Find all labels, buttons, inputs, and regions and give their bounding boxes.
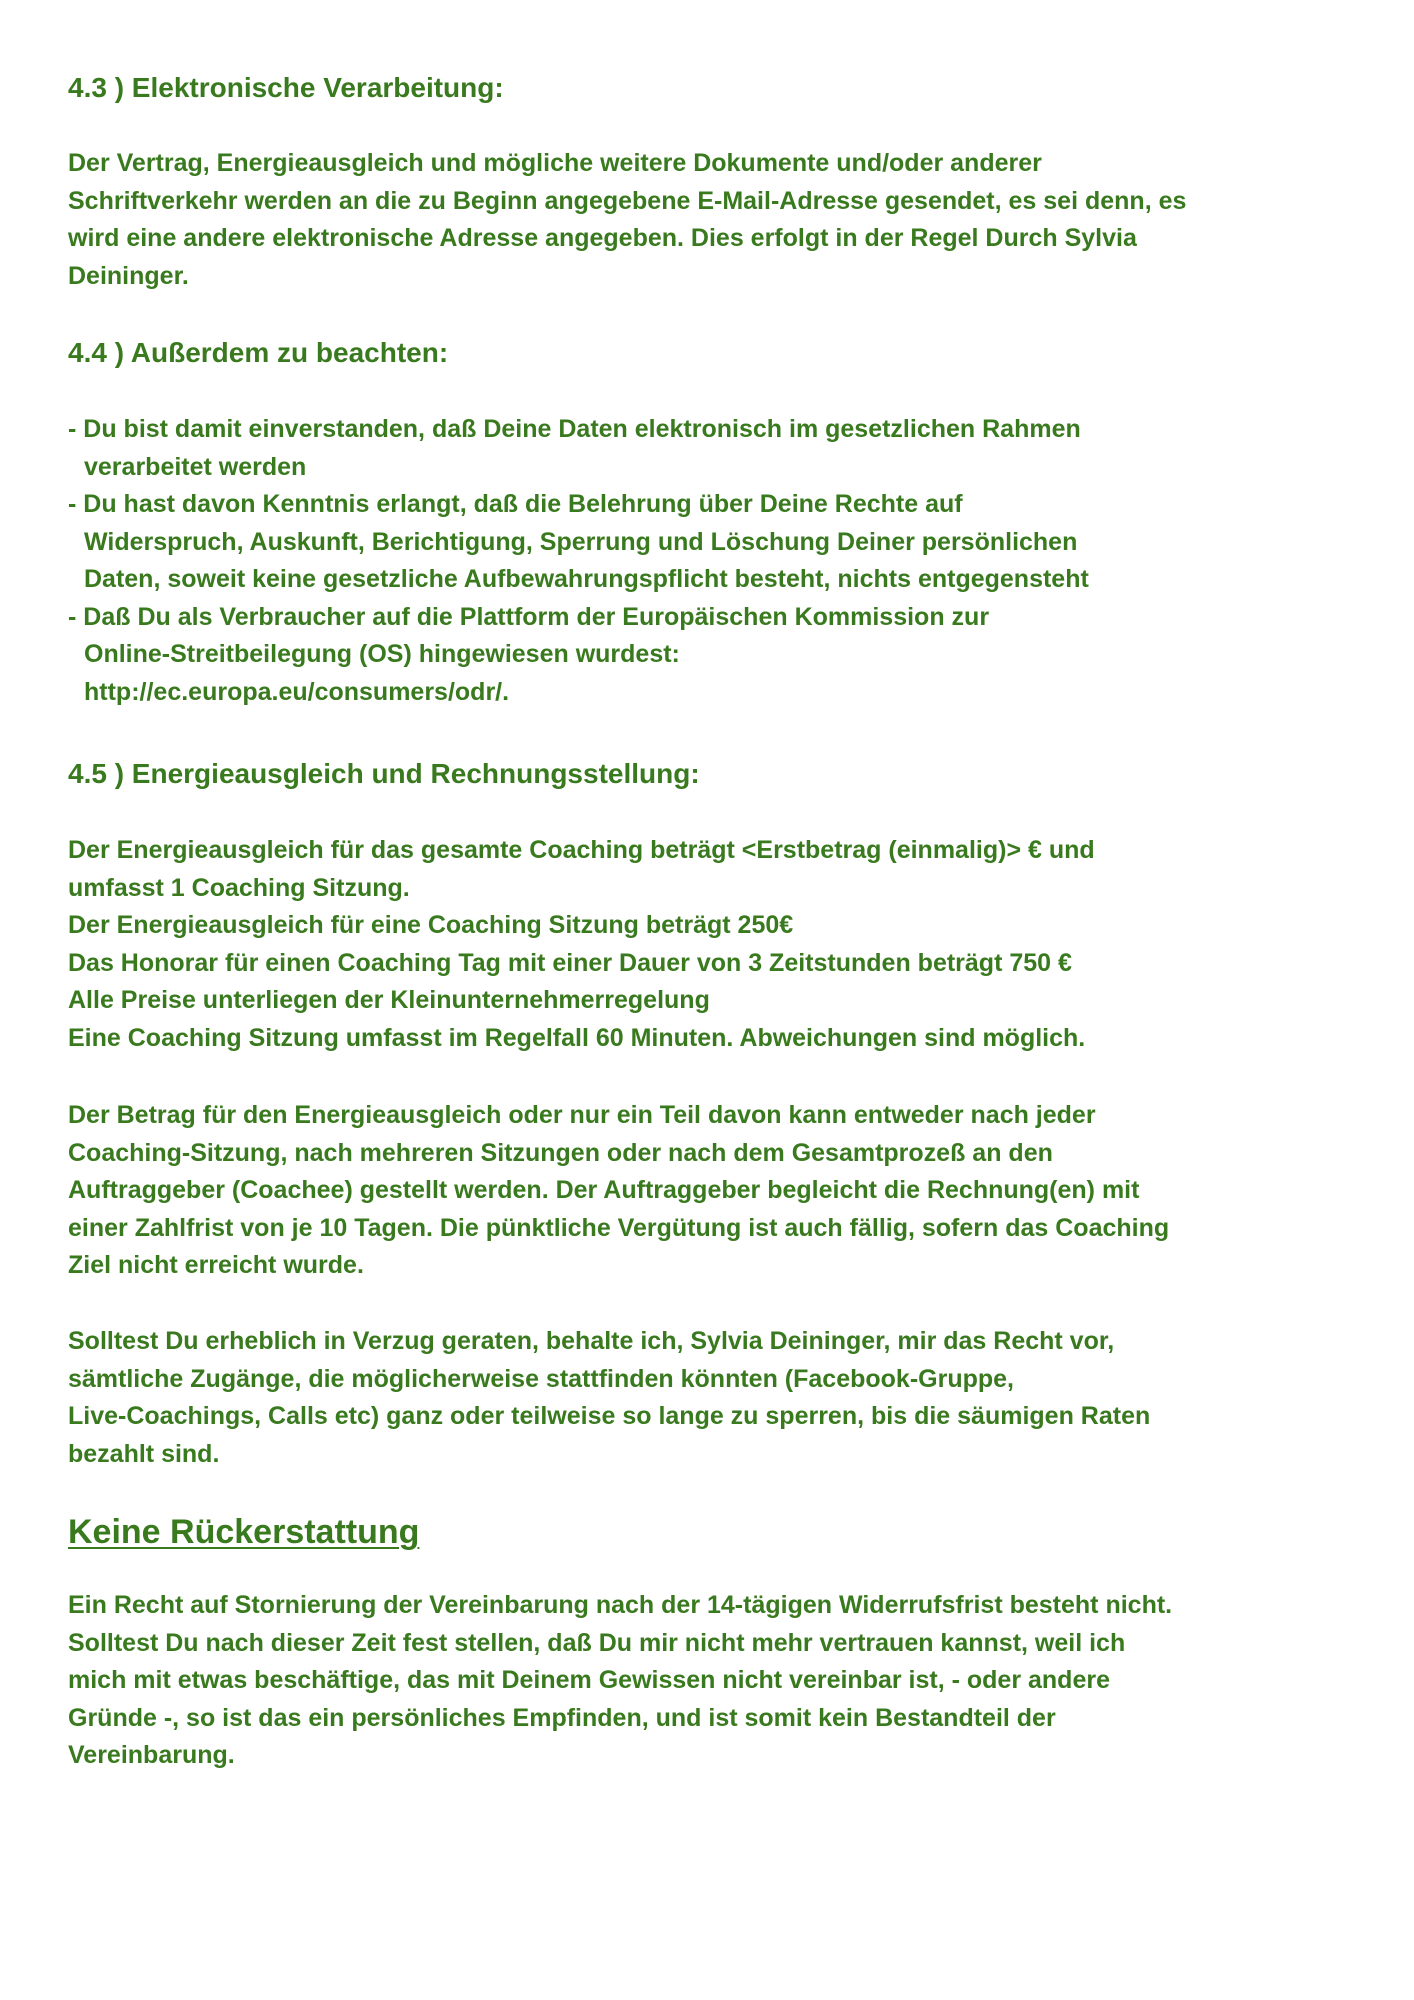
text-line: Eine Coaching Sitzung umfasst im Regelfall 60 Minuten. Abweichungen sind möglich. <box>68 1023 1086 1052</box>
text-line: Coaching-Sitzung, nach mehreren Sitzungen oder nach dem Gesamtprozeß an den <box>68 1138 1053 1167</box>
section-4-3-paragraph <box>68 145 1186 295</box>
list-item-continuation: Widerspruch, Auskunft, Berichtigung, Sperrung und Löschung Deiner persönlichen <box>84 527 1078 556</box>
text-line: mich mit etwas beschäftige, das mit Deinem Gewissen nicht vereinbar ist, - oder andere <box>68 1666 1110 1694</box>
text-line: Solltest Du erheblich in Verzug geraten, behalte ich, Sylvia Deininger, mir das Recht vor, <box>68 1327 1115 1355</box>
text-line: Solltest Du nach dieser Zeit fest stellen, daß Du mir nicht mehr vertrauen kannst, weil ich <box>68 1628 1126 1657</box>
text-line: Ein Recht auf Stornierung der Vereinbarung nach der 14-tägigen Widerrufsfrist besteht nicht. <box>68 1591 1173 1619</box>
text-line: sämtliche Zugänge, die möglicherweise stattfinden könnten (Facebook-Gruppe, <box>68 1364 1014 1393</box>
text-line: Gründe -, so ist das ein persönliches Empfinden, und ist somit kein Bestandteil der <box>68 1703 1056 1732</box>
odr-link-text: http://ec.europa.eu/consumers/odr/. <box>84 677 510 706</box>
text-line: Vereinbarung. <box>68 1741 235 1769</box>
default-paragraph <box>68 1323 1150 1473</box>
text-line: Ziel nicht erreicht wurde. <box>68 1251 364 1279</box>
list-item-continuation: Online-Streitbeilegung (OS) hingewiesen wurdest: <box>84 640 680 668</box>
text-line: Der Betrag für den Energieausgleich oder nur ein Teil davon kann entweder nach jeder <box>68 1101 1096 1129</box>
text-line: wird eine andere elektronische Adresse angegeben. Dies erfolgt in der Regel Durch Sylvia <box>68 224 1137 252</box>
list-item: - Du hast davon Kenntnis erlangt, daß die Belehrung über Deine Rechte auf <box>68 490 963 518</box>
text-line: Auftraggeber (Coachee) gestellt werden. Der Auftraggeber begleicht die Rechnung(en) mit <box>68 1176 1140 1204</box>
text-line: Der Energieausgleich für das gesamte Coaching beträgt <Erstbetrag (einmalig)> € und <box>68 836 1095 864</box>
list-item-continuation: verarbeitet werden <box>84 452 307 481</box>
pricing-paragraph <box>68 832 1095 1057</box>
text-line: bezahlt sind. <box>68 1439 220 1468</box>
section-4-4-list <box>68 411 1089 711</box>
refund-paragraph <box>68 1587 1172 1775</box>
list-item: - Daß Du als Verbraucher auf die Plattform der Europäischen Kommission zur <box>68 602 990 631</box>
section-heading-4-4: 4.4 ) Außerdem zu beachten: <box>68 337 449 368</box>
section-heading-4-5: 4.5 ) Energieausgleich und Rechnungsstellung: <box>68 758 700 789</box>
text-line: Schriftverkehr werden an die zu Beginn angegebene E-Mail-Adresse gesendet, es sei denn, es <box>68 186 1187 215</box>
section-heading-4-3: 4.3 ) Elektronische Verarbeitung: <box>68 72 504 103</box>
text-line: umfasst 1 Coaching Sitzung. <box>68 873 410 902</box>
billing-paragraph <box>68 1097 1169 1285</box>
list-item-continuation: Daten, soweit keine gesetzliche Aufbewahrungspflicht besteht, nichts entgegensteht <box>84 565 1089 593</box>
text-line: Der Vertrag, Energieausgleich und mögliche weitere Dokumente und/oder anderer <box>68 149 1042 177</box>
list-item: - Du bist damit einverstanden, daß Deine Daten elektronisch im gesetzlichen Rahmen <box>68 415 1081 443</box>
text-line: einer Zahlfrist von je 10 Tagen. Die pünktliche Vergütung ist auch fällig, sofern das Coaching <box>68 1213 1170 1242</box>
text-line: Der Energieausgleich für eine Coaching Sitzung beträgt 250€ <box>68 911 794 939</box>
text-line: Deininger. <box>68 261 189 290</box>
text-line: Das Honorar für einen Coaching Tag mit einer Dauer von 3 Zeitstunden beträgt 750 € <box>68 948 1072 977</box>
text-line: Alle Preise unterliegen der Kleinunternehmerregelung <box>68 986 710 1014</box>
text-line: Live-Coachings, Calls etc) ganz oder teilweise so lange zu sperren, bis die säumigen Raten <box>68 1402 1151 1430</box>
refund-heading: Keine Rückerstattung <box>68 1513 420 1551</box>
